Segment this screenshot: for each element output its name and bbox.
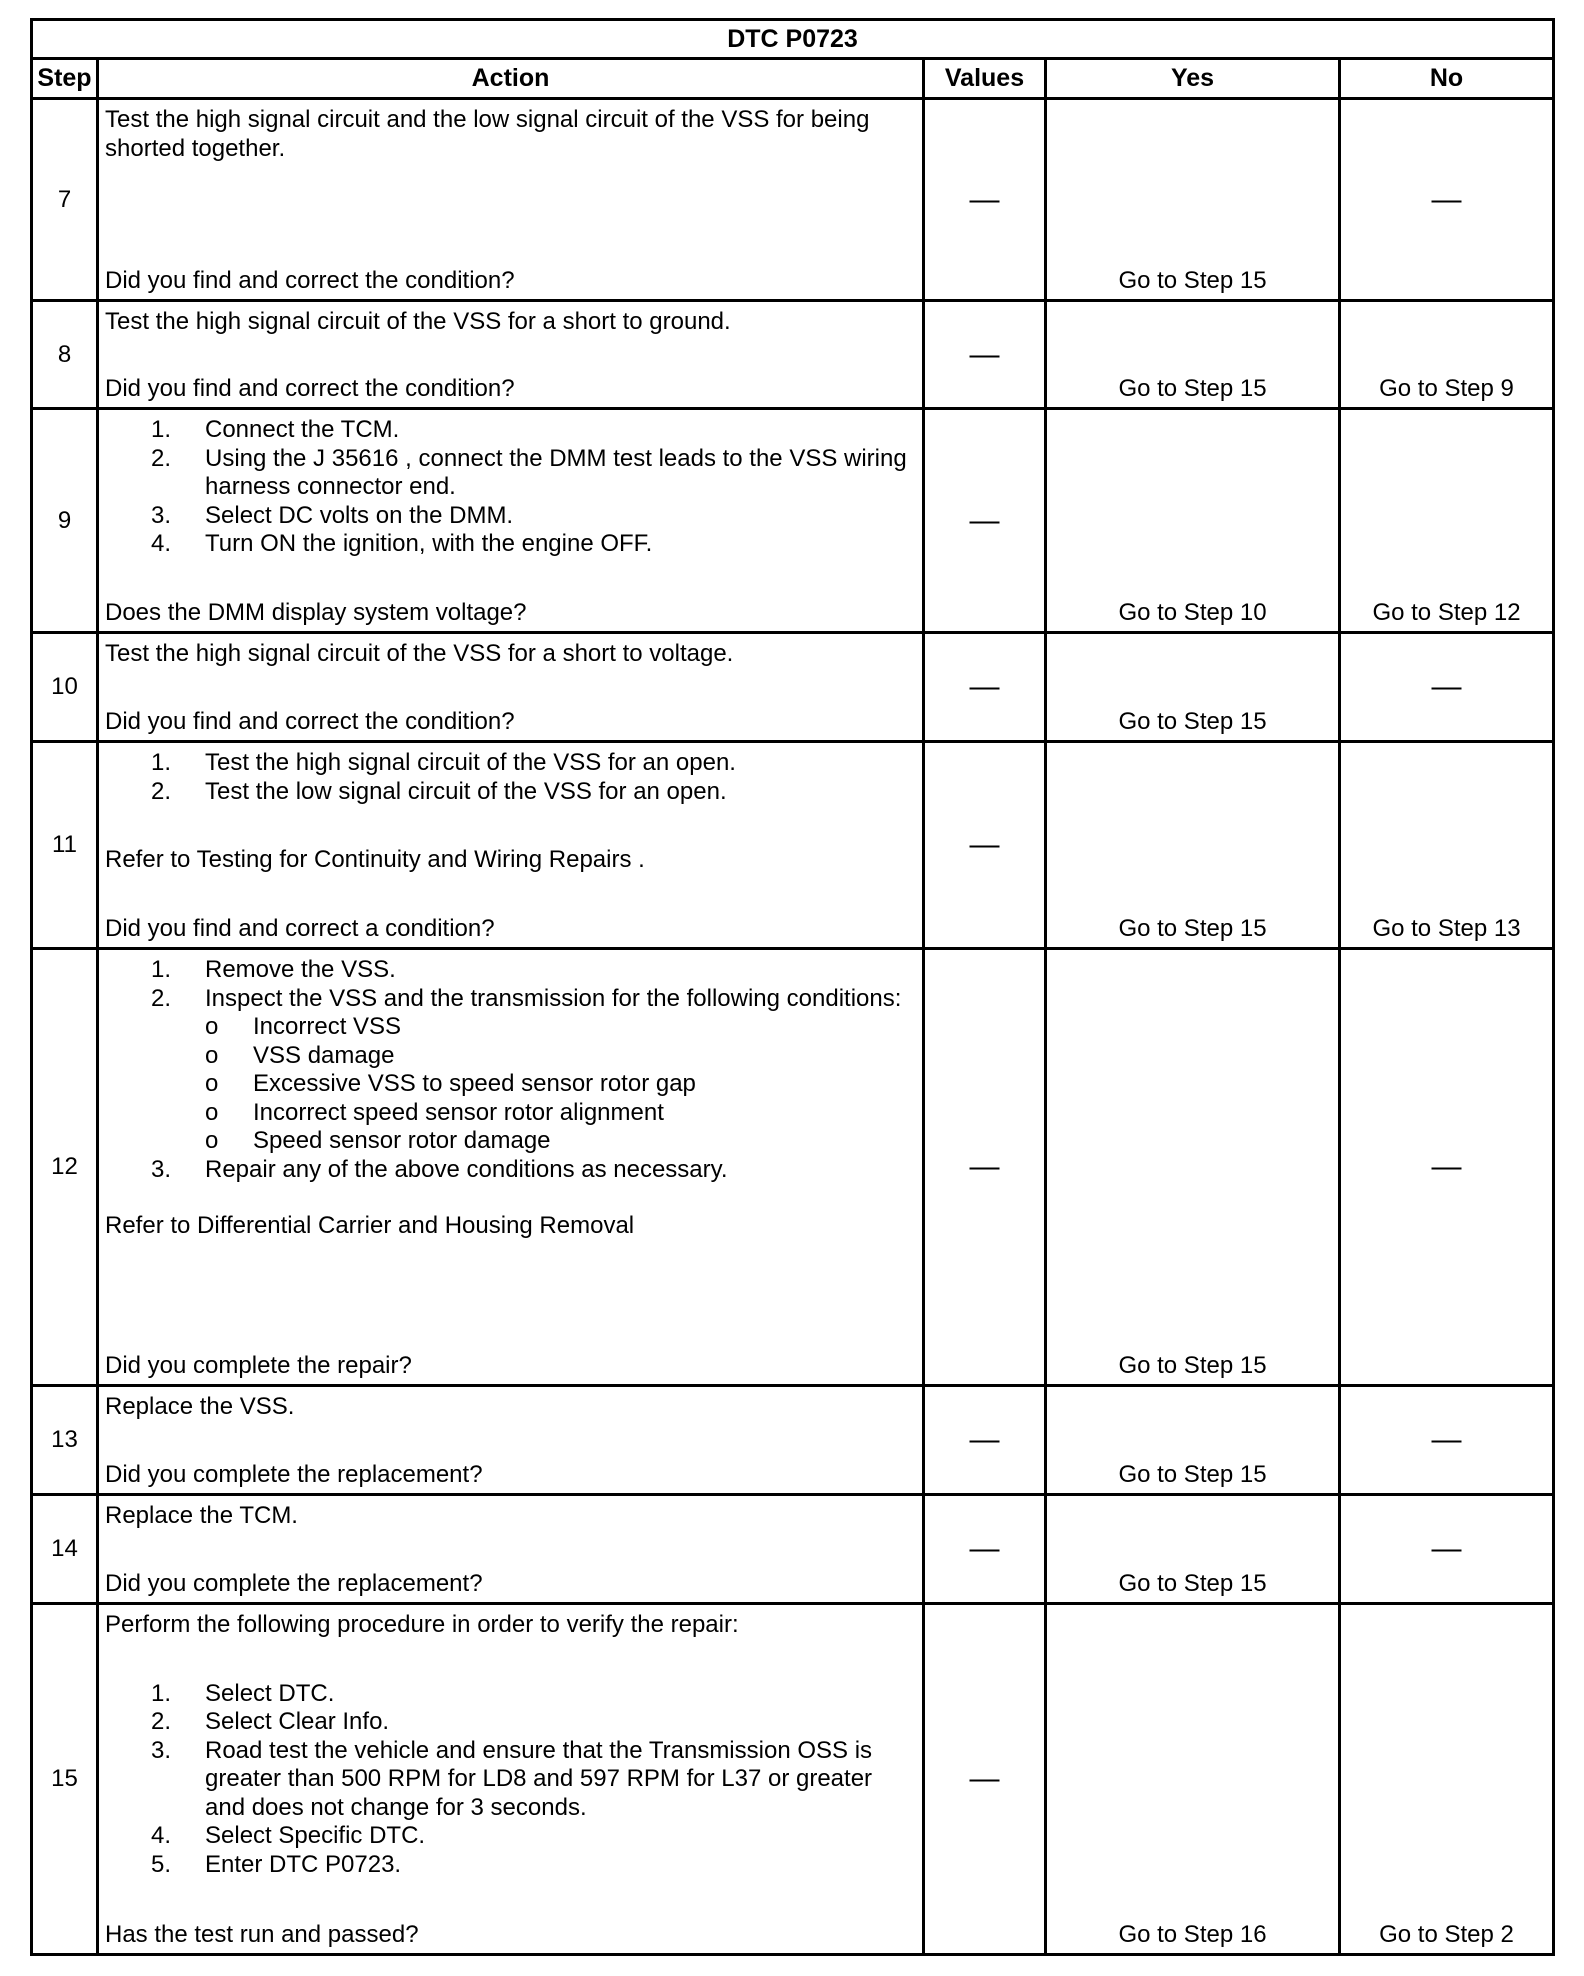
step-number: 14 (32, 1495, 98, 1604)
yes-cell[interactable] (1046, 301, 1340, 409)
table-row-step-9 (32, 409, 1554, 633)
table-row-step-15 (32, 1604, 1554, 1955)
action-cell (98, 949, 924, 1386)
values-cell: — (924, 949, 1046, 1386)
step-number: 13 (32, 1386, 98, 1495)
step-number: 10 (32, 633, 98, 742)
values-cell: — (924, 301, 1046, 409)
yes-link[interactable]: Go to Step 16 (1118, 1921, 1267, 1948)
action-cell (98, 1386, 924, 1495)
yes-cell[interactable] (1046, 949, 1340, 1386)
table-row-step-7 (32, 99, 1554, 301)
list-item: 5. Enter DTC P0723. (151, 1850, 402, 1878)
no-link[interactable]: Go to Step 2 (1379, 1921, 1514, 1948)
action-intro: Test the high signal circuit of the VSS for a short to voltage. (105, 640, 734, 667)
values-cell: — (924, 1386, 1046, 1495)
action-intro: Perform the following procedure in order to verify the repair: (105, 1611, 739, 1638)
action-reference[interactable]: Refer to Differential Carrier and Housing Removal (105, 1212, 635, 1239)
no-link[interactable]: Go to Step 13 (1372, 915, 1521, 942)
action-cell (98, 99, 924, 301)
list-item: 3. Select DC volts on the DMM. (151, 501, 514, 529)
no-cell[interactable] (1340, 301, 1554, 409)
no-link[interactable]: Go to Step 9 (1379, 375, 1514, 402)
action-question: Did you find and correct the condition? (105, 266, 515, 294)
yes-link[interactable]: Go to Step 15 (1118, 1352, 1267, 1379)
yes-cell[interactable] (1046, 1386, 1340, 1495)
header-row (32, 59, 1554, 99)
no-cell[interactable] (1340, 1604, 1554, 1955)
action-intro: Replace the TCM. (105, 1502, 298, 1529)
no-cell: — (1340, 1386, 1554, 1495)
action-cell (98, 742, 924, 949)
no-cell: — (1340, 99, 1554, 301)
yes-link[interactable]: Go to Step 15 (1118, 1570, 1267, 1597)
list-item: 2. Select Clear Info. (151, 1708, 390, 1735)
sub-item: o Incorrect speed sensor rotor alignment (205, 1098, 664, 1126)
action-cell (98, 301, 924, 409)
step-number: 12 (32, 949, 98, 1386)
action-intro: Test the high signal circuit and the low signal circuit of the VSS for being shorted together. (105, 106, 870, 162)
table-title: DTC P0723 (32, 20, 1554, 59)
sub-item: o Excessive VSS to speed sensor rotor gap (205, 1070, 696, 1097)
action-question: Did you complete the replacement? (105, 1460, 483, 1488)
yes-cell[interactable] (1046, 1604, 1340, 1955)
list-item: 2. Using the J 35616 , connect the DMM test leads to the VSS wiring harness connector end. (151, 444, 907, 500)
list-item: 3. Repair any of the above conditions as necessary. (151, 1155, 728, 1183)
yes-cell[interactable] (1046, 99, 1340, 301)
yes-cell[interactable] (1046, 633, 1340, 742)
step-number: 8 (32, 301, 98, 409)
action-intro: Test the high signal circuit of the VSS for a short to ground. (105, 308, 731, 335)
values-cell: — (924, 1604, 1046, 1955)
action-list (105, 416, 914, 559)
list-item: 4. Select Specific DTC. (151, 1822, 426, 1849)
list-item: 2. Inspect the VSS and the transmission for the following conditions: (151, 984, 902, 1012)
yes-cell[interactable] (1046, 1495, 1340, 1604)
action-reference[interactable]: Refer to Testing for Continuity and Wiring Repairs . (105, 846, 645, 873)
yes-cell[interactable] (1046, 742, 1340, 949)
action-question: Did you complete the repair? (105, 1351, 412, 1379)
sub-item: o Speed sensor rotor damage (205, 1127, 551, 1154)
action-list-continued (105, 1156, 914, 1185)
action-cell (98, 1604, 924, 1955)
values-cell: — (924, 633, 1046, 742)
step-number: 7 (32, 99, 98, 301)
list-item: 1. Remove the VSS. (151, 956, 396, 983)
list-item: 2. Test the low signal circuit of the VSS for an open. (151, 777, 727, 805)
no-cell[interactable] (1340, 409, 1554, 633)
action-intro: Replace the VSS. (105, 1393, 295, 1420)
condition-sublist (105, 1013, 914, 1156)
no-link[interactable]: Go to Step 12 (1372, 599, 1521, 626)
action-question: Did you find and correct the condition? (105, 374, 515, 402)
header-values: Values (924, 59, 1046, 99)
table-row-step-12 (32, 949, 1554, 1386)
action-list (105, 1680, 914, 1880)
sub-item: o VSS damage (205, 1041, 395, 1069)
action-list (105, 749, 914, 806)
no-cell: — (1340, 949, 1554, 1386)
yes-link[interactable]: Go to Step 15 (1118, 267, 1267, 294)
step-number: 11 (32, 742, 98, 949)
header-no: No (1340, 59, 1554, 99)
list-item: 3. Road test the vehicle and ensure that the Transmission OSS is greater than 500 RPM for LD8 and 597 RPM for L37 or greater and does not change for 3 seconds. (151, 1736, 873, 1821)
list-item: 1. Select DTC. (151, 1679, 335, 1707)
step-number: 9 (32, 409, 98, 633)
action-cell (98, 409, 924, 633)
table-row-step-11 (32, 742, 1554, 949)
sub-item: o Incorrect VSS (205, 1013, 402, 1040)
no-cell: — (1340, 633, 1554, 742)
table-row-step-14 (32, 1495, 1554, 1604)
no-cell[interactable] (1340, 742, 1554, 949)
table-row-step-10 (32, 633, 1554, 742)
yes-link[interactable]: Go to Step 15 (1118, 708, 1267, 735)
header-yes: Yes (1046, 59, 1340, 99)
action-question: Did you find and correct a condition? (105, 914, 495, 942)
title-row (32, 20, 1554, 59)
yes-link[interactable]: Go to Step 15 (1118, 1461, 1267, 1488)
action-cell (98, 1495, 924, 1604)
action-question: Has the test run and passed? (105, 1920, 419, 1948)
header-action: Action (98, 59, 924, 99)
values-cell: — (924, 742, 1046, 949)
yes-link[interactable]: Go to Step 10 (1118, 599, 1267, 626)
values-cell: — (924, 99, 1046, 301)
yes-link[interactable]: Go to Step 15 (1118, 375, 1267, 402)
yes-link[interactable]: Go to Step 15 (1118, 915, 1267, 942)
no-cell: — (1340, 1495, 1554, 1604)
dtc-table (30, 18, 1555, 1956)
action-question: Did you complete the replacement? (105, 1569, 483, 1597)
yes-cell[interactable] (1046, 409, 1340, 633)
list-item: 1. Connect the TCM. (151, 416, 400, 443)
list-item: 4. Turn ON the ignition, with the engine OFF. (151, 530, 653, 557)
action-question: Did you find and correct the condition? (105, 707, 515, 735)
action-cell (98, 633, 924, 742)
action-list (105, 956, 914, 1013)
action-question: Does the DMM display system voltage? (105, 598, 527, 626)
table-row-step-13 (32, 1386, 1554, 1495)
step-number: 15 (32, 1604, 98, 1955)
table-row-step-8 (32, 301, 1554, 409)
values-cell: — (924, 409, 1046, 633)
values-cell: — (924, 1495, 1046, 1604)
list-item: 1. Test the high signal circuit of the VSS for an open. (151, 749, 736, 776)
header-step: Step (32, 59, 98, 99)
